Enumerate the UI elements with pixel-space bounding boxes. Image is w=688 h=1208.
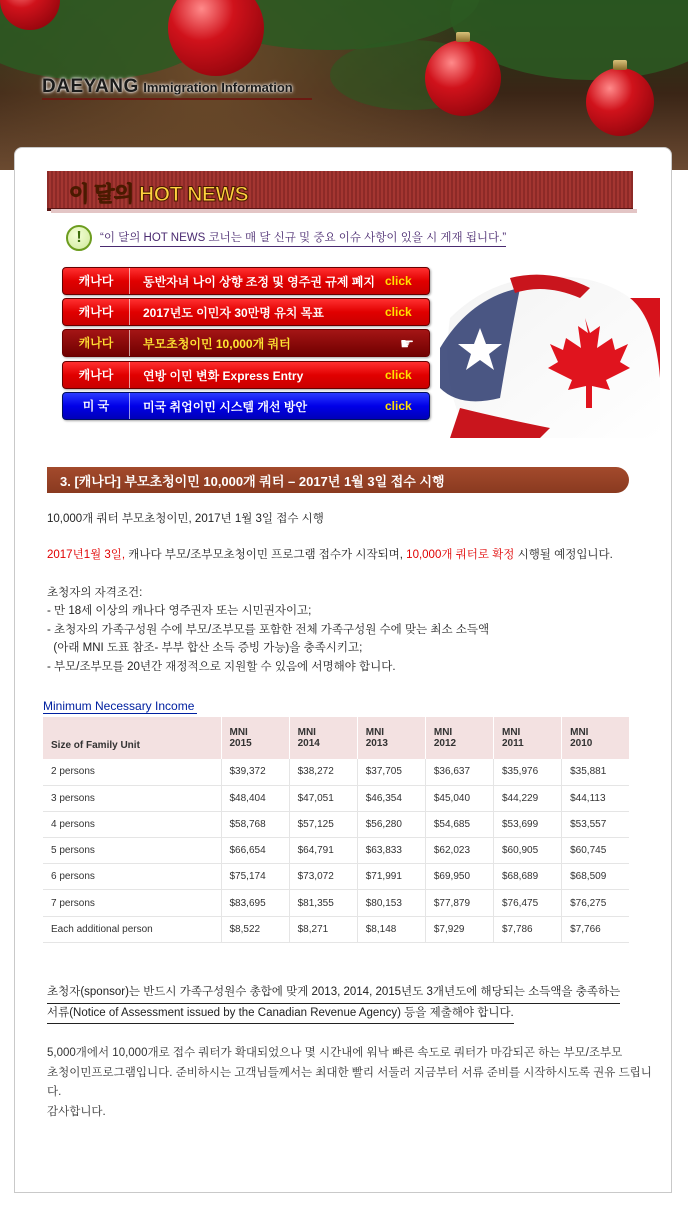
table-row bbox=[43, 838, 629, 864]
table-cell: 7 persons bbox=[43, 890, 221, 916]
table-cell: $80,153 bbox=[357, 890, 425, 916]
table-cell: $8,522 bbox=[221, 916, 289, 942]
table-cell: $37,705 bbox=[357, 759, 425, 785]
table-cell: $58,768 bbox=[221, 811, 289, 837]
table-cell: $75,174 bbox=[221, 864, 289, 890]
news-item-1[interactable]: 캐나다 동반자녀 나이 상향 조정 및 영주권 규제 폐지 click bbox=[62, 267, 430, 295]
hot-news-notice: ! “이 달의 HOT NEWS 코너는 매 달 신규 및 중요 이슈 사항이 있을 시 게재 됩니다.” bbox=[66, 225, 506, 251]
criteria-block bbox=[47, 584, 489, 676]
table-cell: $39,372 bbox=[221, 759, 289, 785]
table-cell: $56,280 bbox=[357, 811, 425, 837]
table-cell: $7,766 bbox=[562, 916, 629, 942]
click-link[interactable]: click bbox=[385, 368, 412, 382]
table-cell: $35,881 bbox=[562, 759, 629, 785]
table-cell: $81,355 bbox=[289, 890, 357, 916]
brand-underline bbox=[42, 98, 312, 100]
table-cell: $53,699 bbox=[494, 811, 562, 837]
criteria-item: (아래 MNI 도표 참조- 부부 합산 소득 증빙 가능)을 충족시키고; bbox=[47, 642, 363, 655]
table-cell: $73,072 bbox=[289, 864, 357, 890]
canada-usa-flag-icon bbox=[440, 258, 660, 438]
table-cell: $76,275 bbox=[562, 890, 629, 916]
closing-text: 5,000개에서 10,000개로 접수 쿼터가 확대되었으나 몇 시간내에 워낙 빠른 속도로 쿼터가 마감되곤 하는 부모/조부모 초청이민프로그램입니다. 준비하시는 고객님들께서는 최대한 빨리 서둘러 지금부터 서류 준비를 시작하시도록 권유 드립니다. 감사합니다. bbox=[47, 1047, 652, 1118]
column-header: MNI 2015 bbox=[221, 717, 289, 759]
ornament-icon bbox=[425, 40, 501, 116]
table-cell: $8,148 bbox=[357, 916, 425, 942]
table-row bbox=[43, 759, 629, 785]
table-cell: $53,557 bbox=[562, 811, 629, 837]
pointing-hand-icon: ☛ bbox=[399, 333, 415, 353]
ornament-icon bbox=[168, 0, 264, 76]
mni-table-title: Minimum Necessary Income bbox=[43, 699, 197, 714]
criteria-item: - 부모/조부모를 20년간 재정적으로 지원할 수 있음에 서명해야 합니다. bbox=[47, 660, 396, 673]
flag-illustration bbox=[440, 258, 660, 438]
table-cell: $46,354 bbox=[357, 785, 425, 811]
column-header: MNI 2011 bbox=[494, 717, 562, 759]
criteria-title: 초청자의 자격조건: bbox=[47, 587, 143, 599]
table-cell: $8,271 bbox=[289, 916, 357, 942]
sponsor-note: 초청자(sponsor)는 반드시 가족구성원수 총합에 맞게 2013, 2014, 2015년도 3개년도에 해당되는 소득액을 충족하는 서류(Notice of Assessment issued by the Canadian Revenue Agency) 등을 제출해야 합니다. bbox=[47, 983, 657, 1024]
table-cell: $45,040 bbox=[425, 785, 493, 811]
table-cell: $83,695 bbox=[221, 890, 289, 916]
table-cell: $7,786 bbox=[494, 916, 562, 942]
table-cell: $68,689 bbox=[494, 864, 562, 890]
click-link[interactable]: click bbox=[385, 305, 412, 319]
click-link[interactable]: click bbox=[385, 274, 412, 288]
table-cell: Each additional person bbox=[43, 916, 221, 942]
table-cell: $66,654 bbox=[221, 838, 289, 864]
table-cell: 6 persons bbox=[43, 864, 221, 890]
news-item-3-active[interactable]: 캐나다 부모초청이민 10,000개 쿼터 ☛ bbox=[62, 329, 430, 357]
header-banner bbox=[0, 0, 688, 170]
exclamation-icon: ! bbox=[66, 225, 92, 251]
highlight-text: 2017년1월 3일, 캐나다 부모/조부모초청이민 프로그램 접수가 시작되며, 10,000개 쿼터로 확정 시행될 예정입니다. bbox=[47, 549, 613, 561]
mni-table bbox=[43, 717, 629, 943]
news-item-4[interactable]: 캐나다 연방 이민 변화 Express Entry click bbox=[62, 361, 430, 389]
table-cell: $76,475 bbox=[494, 890, 562, 916]
news-item-2[interactable]: 캐나다 2017년도 이민자 30만명 유치 목표 click bbox=[62, 298, 430, 326]
column-header: MNI 2014 bbox=[289, 717, 357, 759]
column-header: MNI 2013 bbox=[357, 717, 425, 759]
column-header: Size of Family Unit bbox=[43, 717, 221, 759]
table-row bbox=[43, 785, 629, 811]
table-cell: $7,929 bbox=[425, 916, 493, 942]
intro-text: 10,000개 쿼터 부모초청이민, 2017년 1월 3일 접수 시행 bbox=[47, 513, 324, 525]
table-cell: $47,051 bbox=[289, 785, 357, 811]
table-cell: 4 persons bbox=[43, 811, 221, 837]
hot-news-title: 이 달의 HOT NEWS bbox=[69, 183, 249, 206]
table-cell: $60,745 bbox=[562, 838, 629, 864]
table-cell: $57,125 bbox=[289, 811, 357, 837]
criteria-item: - 만 18세 이상의 캐나다 영주권자 또는 시민권자이고; bbox=[47, 605, 312, 618]
table-row bbox=[43, 890, 629, 916]
table-cell: $54,685 bbox=[425, 811, 493, 837]
table-cell: 3 persons bbox=[43, 785, 221, 811]
table-header-row bbox=[43, 717, 629, 759]
table-cell: $36,637 bbox=[425, 759, 493, 785]
news-item-5[interactable]: 미 국 미국 취업이민 시스템 개선 방안 click bbox=[62, 392, 430, 420]
table-cell: $44,229 bbox=[494, 785, 562, 811]
column-header: MNI 2010 bbox=[562, 717, 629, 759]
table-cell: $44,113 bbox=[562, 785, 629, 811]
click-link[interactable]: click bbox=[385, 399, 412, 413]
hot-news-title-bar bbox=[47, 171, 633, 211]
table-row bbox=[43, 864, 629, 890]
criteria-item: - 초청자의 가족구성원 수에 부모/조부모를 포함한 전체 가족구성원 수에 맞는 최소 소득액 bbox=[47, 623, 490, 636]
brand-logo: DAEYANG Immigration Information bbox=[42, 76, 293, 97]
table-cell: $68,509 bbox=[562, 864, 629, 890]
table-cell: $69,950 bbox=[425, 864, 493, 890]
table-cell: $62,023 bbox=[425, 838, 493, 864]
table-cell: 2 persons bbox=[43, 759, 221, 785]
table-cell: $63,833 bbox=[357, 838, 425, 864]
table-cell: $38,272 bbox=[289, 759, 357, 785]
table-row bbox=[43, 811, 629, 837]
table-cell: $35,976 bbox=[494, 759, 562, 785]
table-cell: $71,991 bbox=[357, 864, 425, 890]
column-header: MNI 2012 bbox=[425, 717, 493, 759]
section-heading: 3. [캐나다] 부모초청이민 10,000개 쿼터 – 2017년 1월 3일 접수 시행 bbox=[60, 474, 445, 489]
table-cell: $77,879 bbox=[425, 890, 493, 916]
table-cell: $60,905 bbox=[494, 838, 562, 864]
table-row bbox=[43, 916, 629, 942]
table-cell: $48,404 bbox=[221, 785, 289, 811]
section-heading-bar bbox=[47, 467, 629, 493]
ornament-icon bbox=[586, 68, 654, 136]
table-cell: 5 persons bbox=[43, 838, 221, 864]
table-cell: $64,791 bbox=[289, 838, 357, 864]
